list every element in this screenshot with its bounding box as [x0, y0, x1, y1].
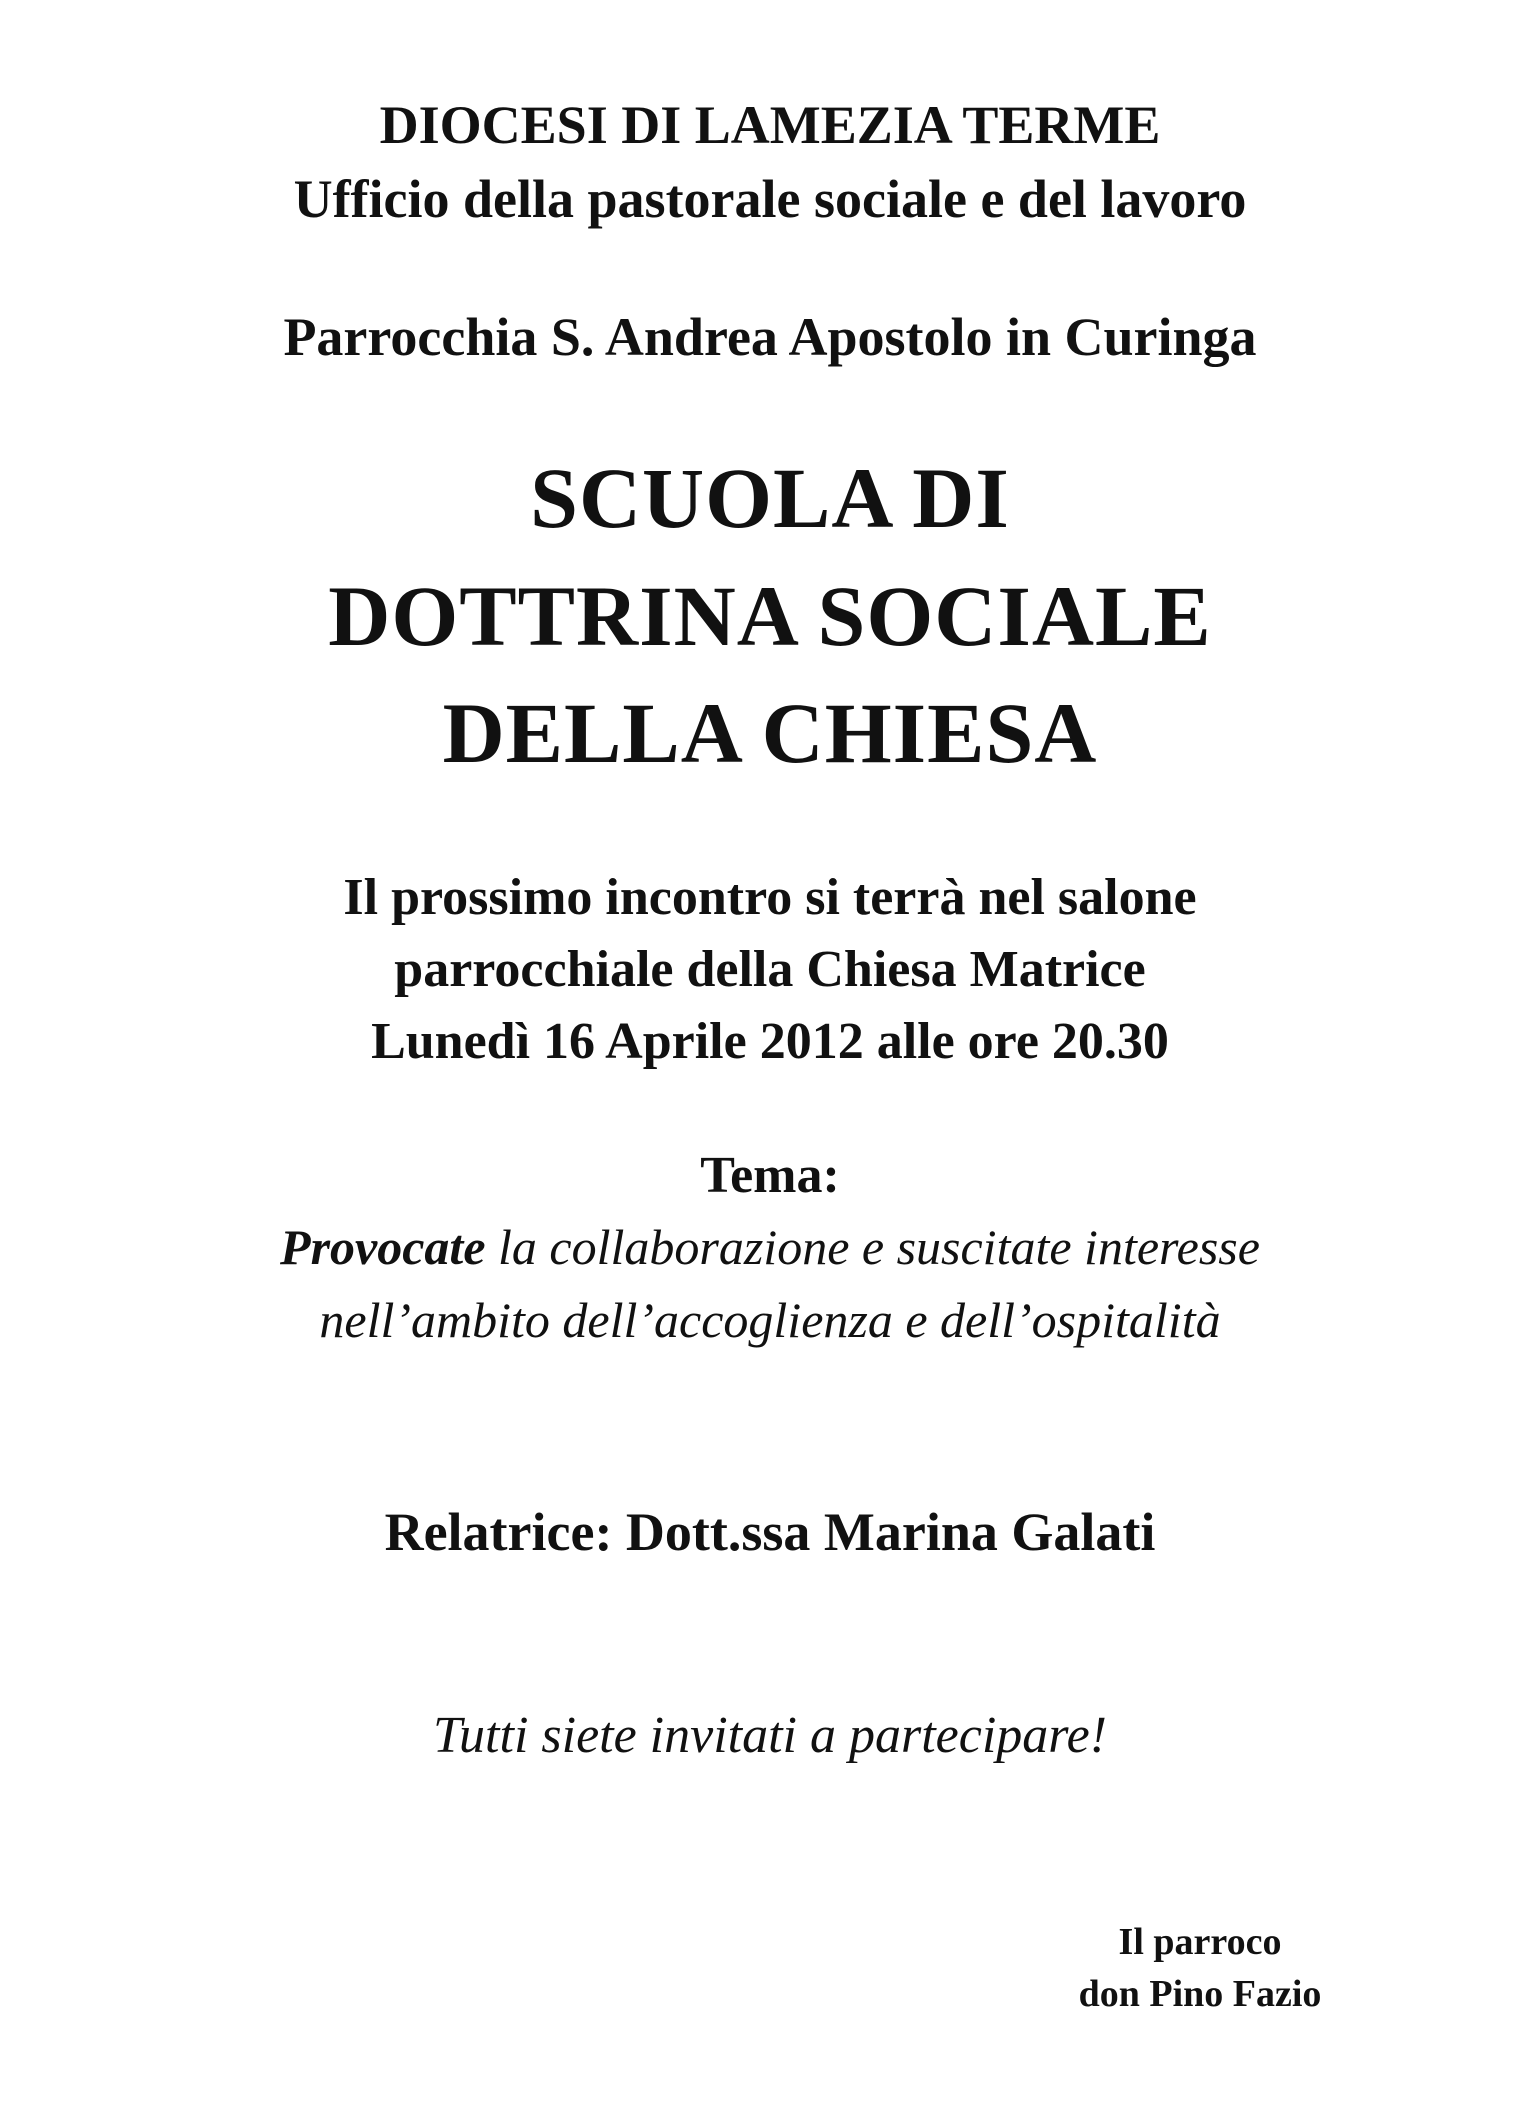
theme-line-1-rest: la collaborazione e suscitate interesse — [485, 1219, 1260, 1275]
invitation-text: Tutti siete invitati a partecipare! — [433, 1707, 1107, 1764]
meeting-line-1: Il prossimo incontro si terrà nel salone — [343, 869, 1197, 926]
title-line-1: SCUOLA DI — [530, 450, 1010, 546]
theme-emphasis: Provocate — [280, 1219, 486, 1275]
title-line-3: DELLA CHIESA — [442, 685, 1098, 781]
theme-line-2: nell’ambito dell’accoglienza e dell’ospitalità — [319, 1292, 1221, 1348]
speaker-line: Relatrice: Dott.ssa Marina Galati — [384, 1502, 1156, 1562]
meeting-date: Lunedì 16 Aprile 2012 alle ore 20.30 — [371, 1013, 1169, 1070]
meeting-line-2: parrocchiale della Chiesa Matrice — [394, 941, 1146, 998]
title-line-2: DOTTRINA SOCIALE — [328, 568, 1212, 664]
signature-name: don Pino Fazio — [1078, 1973, 1322, 2015]
parish-heading: Parrocchia S. Andrea Apostolo in Curinga — [283, 307, 1257, 367]
office-heading: Ufficio della pastorale sociale e del lavoro — [293, 169, 1247, 229]
diocese-heading: DIOCESI DI LAMEZIA TERME — [379, 95, 1161, 155]
signature-role: Il parroco — [1118, 1921, 1282, 1963]
theme-label: Tema: — [700, 1147, 840, 1204]
theme-line-1 — [0, 1219, 1540, 1275]
